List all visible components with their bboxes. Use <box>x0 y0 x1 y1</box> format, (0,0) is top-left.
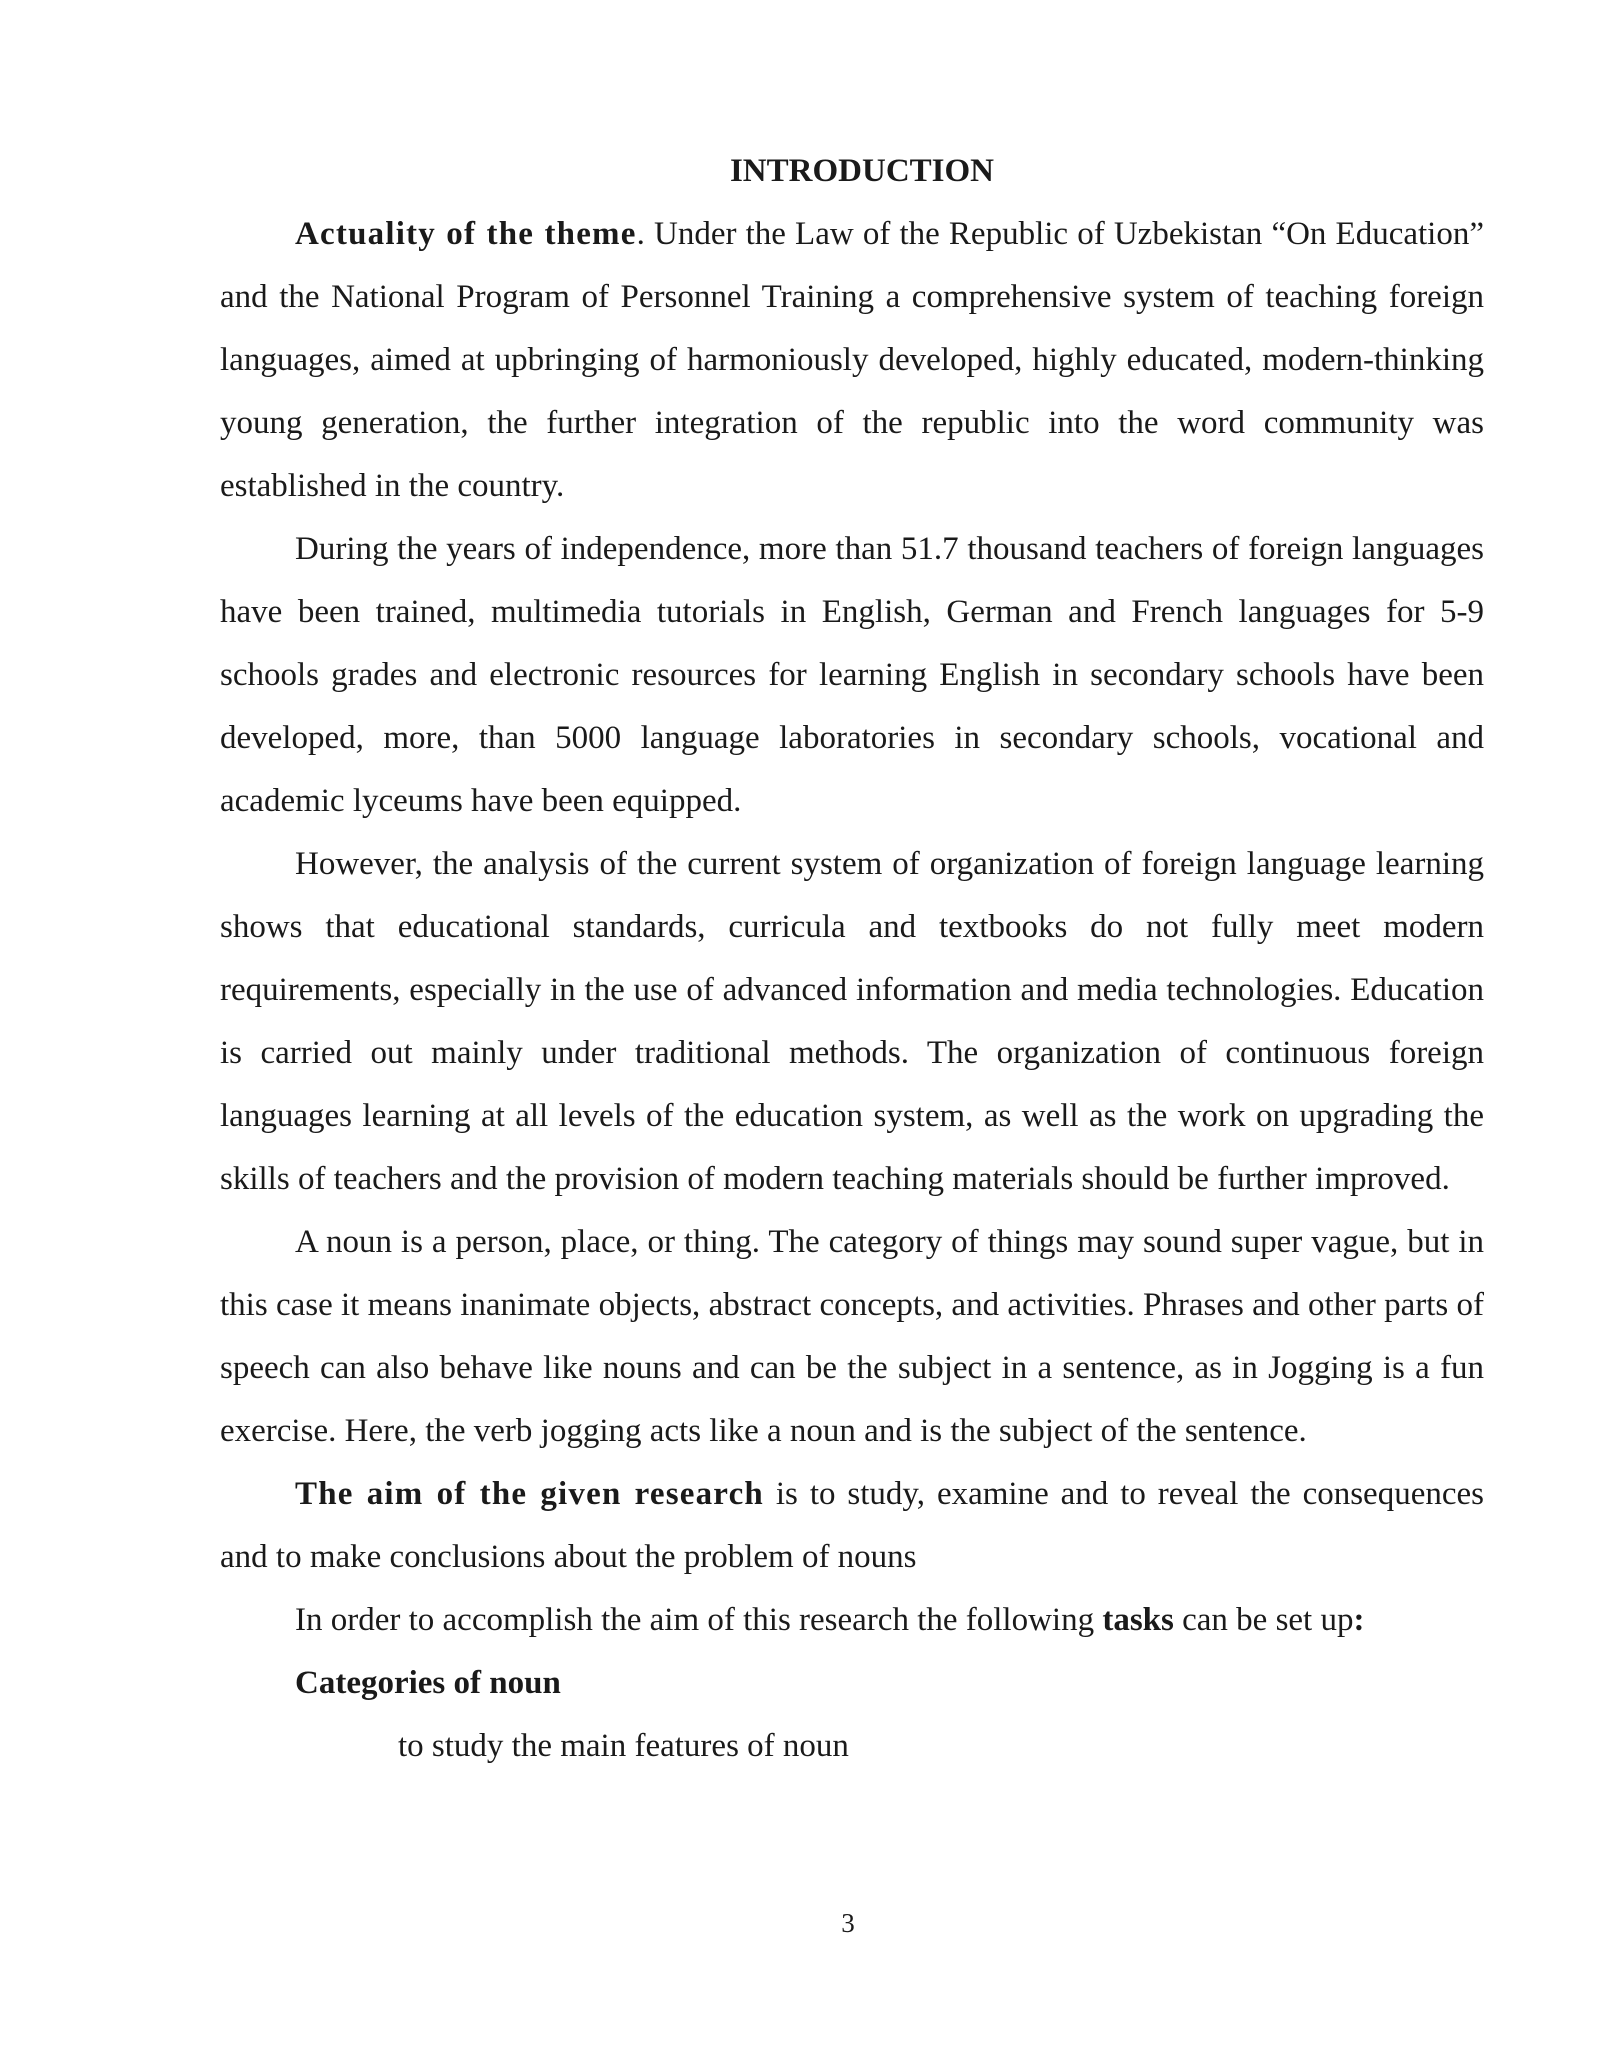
document-title: INTRODUCTION <box>729 153 995 189</box>
paragraph-independence: During the years of independence, more than 51.7 thousand teachers of foreign languages have been trained, multimedia tutorials in English, German and French languages for 5-9 schools grades and electronic resources for learning English in secondary schools have been developed, more, than 5000 language laboratories in secondary schools, vocational and academic lyceums have been equipped. <box>220 531 1484 819</box>
page-number: 3 <box>841 1908 855 1938</box>
tasks-bold-colon: : <box>1353 1602 1365 1638</box>
paragraph-text-aim: is to study, examine and to reveal the consequences and to make conclusions about the problem of nouns <box>220 1476 1484 1575</box>
tasks-text-after: can be set up <box>1173 1602 1354 1638</box>
paragraph-text-actuality: . Under the Law of the Republic of Uzbekistan “On Education” and the National Program of Personnel Training a comprehensive system of teaching foreign languages, aimed at upbringing of harmoniously developed, highly educated, modern-thinking young generation, the further integration of the republic into the word community was established in the country. <box>220 216 1484 504</box>
tasks-bold-word: tasks <box>1102 1602 1174 1638</box>
paragraph-analysis: However, the analysis of the current system of organization of foreign language learning shows that educational standards, curricula and textbooks do not fully meet modern requirements, especially in the use of advanced information and media technologies. Education is carried out mainly under traditional methods. The organization of continuous foreign languages learning at all levels of the education system, as well as the work on upgrading the skills of teachers and the provision of modern teaching materials should be further improved. <box>220 846 1484 1197</box>
paragraph-lead-aim: The aim of the given research <box>295 1476 764 1512</box>
paragraph-tasks <box>220 1589 1484 1652</box>
document-page <box>220 140 1484 1778</box>
paragraph-actuality <box>220 203 1484 518</box>
task-item: to study the main features of noun <box>398 1728 849 1764</box>
paragraph-aim <box>220 1463 1484 1589</box>
section-heading-categories: Categories of noun <box>295 1665 561 1701</box>
tasks-text-before: In order to accomplish the aim of this research the following <box>295 1602 1103 1638</box>
paragraph-lead-actuality: Actuality of the theme <box>295 216 637 252</box>
paragraph-noun-definition: A noun is a person, place, or thing. The category of things may sound super vague, but in this case it means inanimate objects, abstract concepts, and activities. Phrases and other parts of speech can also behave like nouns and can be the subject in a sentence, as in Jogging is a fun exercise. Here, the verb jogging acts like a noun and is the subject of the sentence. <box>220 1224 1484 1449</box>
